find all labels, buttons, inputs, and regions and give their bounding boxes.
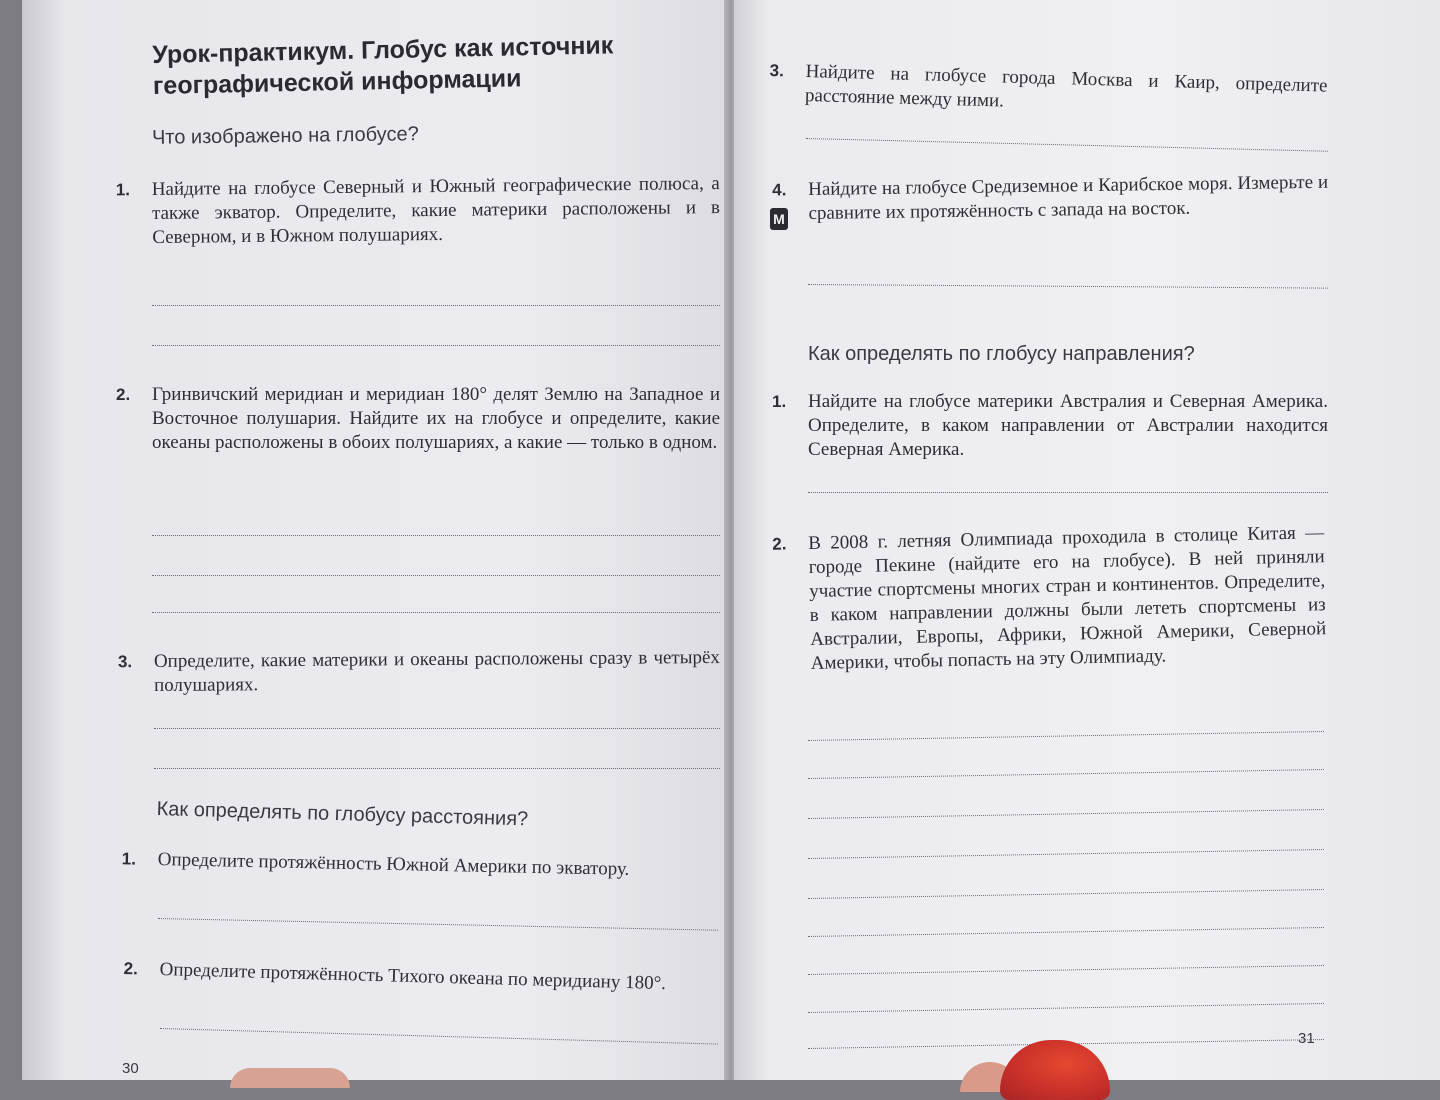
question-3: [117, 646, 720, 698]
question-number: 1.: [121, 849, 137, 869]
page-number: 31: [1298, 1030, 1315, 1047]
title-line-2: географической информации: [152, 64, 522, 100]
answer-line: [152, 535, 720, 536]
section-heading-globe: Что изображено на глобусе?: [151, 123, 419, 149]
answer-line: [808, 1003, 1324, 1013]
question-4-right: [772, 171, 1329, 226]
answer-line: [154, 768, 720, 769]
question-number: 1.: [772, 392, 787, 411]
question-text: В 2008 г. летняя Олимпиада проходила в столице Китая — городе Пекине (найдите его на глобусе). В ней приняли участие спортсмены многих стран и континентов. Определите, в каком направлении должны были лететь спортсмены из Австралии, Европы, Африки, Южной Америки, Северной Америки, чтобы попасть на эту Олимпиаду.: [808, 522, 1327, 674]
question-text: Найдите на глобусе Средиземное и Карибское моря. Измерьте и сравните их протяжённость с запада на восток.: [808, 171, 1329, 224]
section-heading-direction: Как определять по глобусу направления?: [808, 343, 1195, 365]
answer-line: [808, 965, 1324, 975]
title-line-1: Урок-практикум. Глобус как источник: [152, 31, 614, 69]
question-number: 2.: [772, 534, 787, 554]
right-page: [734, 0, 1440, 1080]
question-text: Гринвичский меридиан и меридиан 180° делят Землю на Западное и Восточное полушария. Найдите их на глобусе и определите, какие океаны расположены в обоих полушариях, а какие — только в одном.: [152, 384, 720, 453]
m-badge-icon: М: [770, 208, 788, 230]
direction-question-2: [772, 521, 1327, 676]
answer-line: [808, 492, 1328, 493]
answer-line: [808, 769, 1324, 779]
distance-question-1: [121, 848, 717, 884]
answer-line: [808, 809, 1324, 819]
answer-line: [160, 1028, 718, 1045]
answer-line: [808, 284, 1328, 289]
page-title: [152, 28, 713, 102]
question-number: 2.: [123, 958, 139, 979]
question-text: Найдите на глобусе Северный и Южный географические полюса, а также экватор. Определите, какие материки расположены и в Северном, и в Южном полушариях.: [151, 173, 721, 248]
question-text: Определите протяжённость Тихого океана по меридиану 180°.: [159, 958, 667, 995]
question-number: 1.: [115, 180, 131, 200]
page-number: 30: [122, 1060, 139, 1077]
question-text: Найдите на глобусе материки Австралия и Северная Америка. Определите, в каком направлении от Австралии находится Северная Америка.: [808, 391, 1328, 460]
question-text: Определите, какие материки и океаны расположены сразу в четырёх полушариях.: [153, 647, 720, 696]
answer-line: [152, 305, 720, 306]
finger-left: [230, 1068, 350, 1088]
answer-line: [808, 889, 1324, 899]
section-heading-distance: Как определять по глобусу расстояния?: [156, 798, 529, 831]
question-3-right: [769, 60, 1328, 123]
left-page: [22, 0, 730, 1080]
answer-line: [152, 612, 720, 613]
answer-line: [158, 918, 718, 931]
answer-line: [806, 138, 1328, 152]
question-number: 3.: [117, 652, 133, 672]
question-2: [116, 383, 720, 455]
question-number: 3.: [769, 60, 785, 81]
answer-line: [152, 345, 720, 346]
answer-line: [808, 927, 1324, 937]
answer-line: [808, 731, 1324, 741]
question-text: Определите протяжённость Южной Америки по экватору.: [157, 848, 630, 880]
question-1: [115, 172, 721, 250]
answer-line: [152, 575, 720, 576]
answer-line: [154, 728, 720, 729]
question-number: 2.: [116, 385, 131, 404]
distance-question-2: [123, 958, 717, 998]
direction-question-1: [772, 390, 1328, 462]
question-number: 4.: [772, 180, 787, 200]
answer-line: [808, 849, 1324, 859]
question-text: Найдите на глобусе города Москва и Каир, определите расстояние между ними.: [804, 60, 1328, 112]
